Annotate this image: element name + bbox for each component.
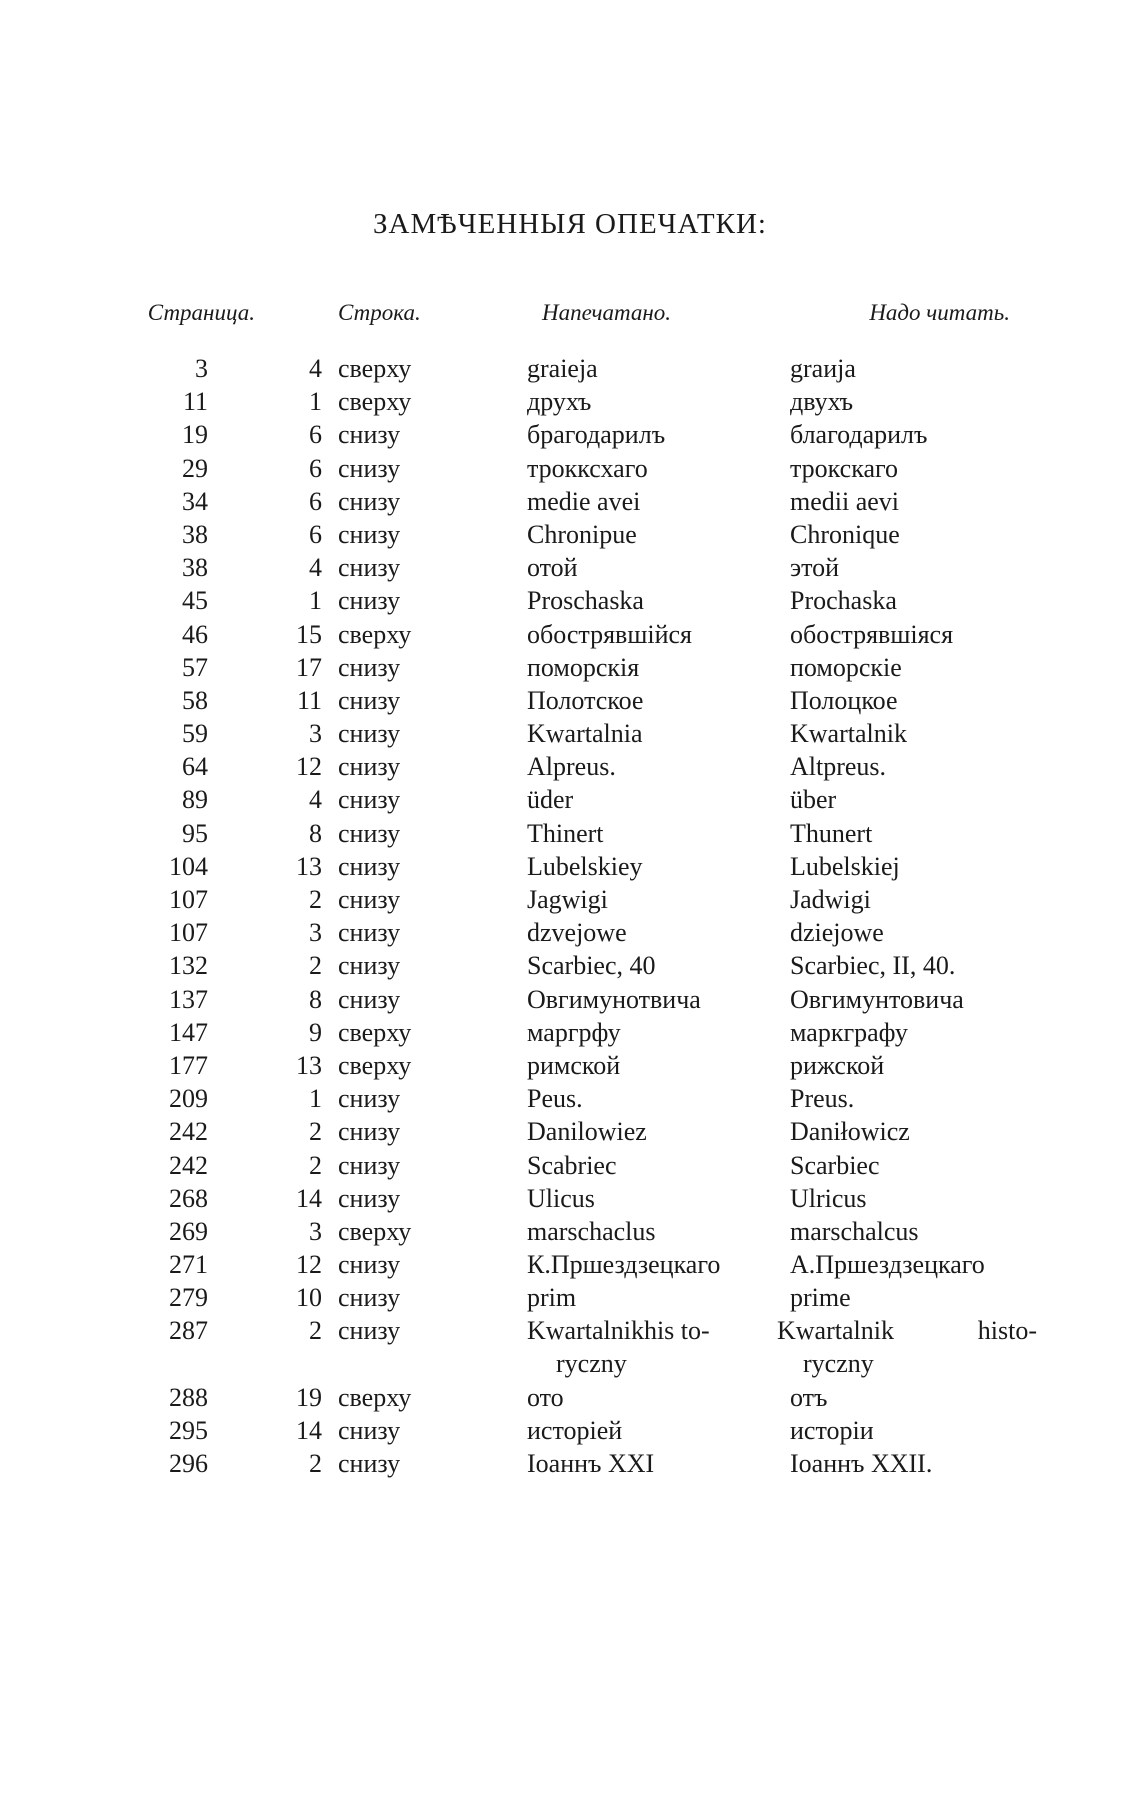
line-number: 3 xyxy=(309,1216,322,1246)
correct-word: histo- xyxy=(977,1316,1037,1346)
table-row xyxy=(0,1248,1140,1281)
table-row xyxy=(0,850,1140,883)
correct-text: Овгимунтовича xyxy=(790,984,964,1014)
printed-text: Kwartalnia xyxy=(527,719,643,749)
line-direction: снизу xyxy=(338,984,401,1014)
line-direction: снизу xyxy=(338,519,401,549)
line-number: 13 xyxy=(296,1050,322,1080)
line-number: 1 xyxy=(309,387,322,417)
page-number: 38 xyxy=(182,519,208,549)
table-row xyxy=(0,352,1140,385)
line-number: 1 xyxy=(309,1084,322,1114)
line-number: 13 xyxy=(296,851,322,881)
printed-text: Iоаннъ XXI xyxy=(527,1449,655,1479)
correct-text: dziejowe xyxy=(790,918,884,948)
page-number: 11 xyxy=(182,387,208,417)
page-number: 242 xyxy=(169,1150,208,1180)
printed-text: Scarbiec, 40 xyxy=(527,951,656,981)
page-number: 132 xyxy=(169,951,208,981)
line-direction: снизу xyxy=(338,1416,401,1446)
page-number: 38 xyxy=(182,553,208,583)
printed-text: Ulicus xyxy=(527,1183,595,1213)
printed-text: Jagwigi xyxy=(527,885,608,914)
table-row xyxy=(0,452,1140,485)
printed-text: трокксхаго xyxy=(527,453,648,483)
line-number: 6 xyxy=(309,453,322,483)
correct-text: благодарилъ xyxy=(790,420,928,450)
header-printed: Напечатано. xyxy=(542,300,672,325)
table-row xyxy=(0,1381,1140,1414)
printed-text: Овгимунотвича xyxy=(527,984,701,1014)
page-number: 3 xyxy=(195,354,208,383)
line-direction: снизу xyxy=(338,685,401,715)
printed-text: Proschaska xyxy=(527,586,644,616)
printed-text: Scabriec xyxy=(527,1150,617,1180)
correct-text: über xyxy=(790,785,837,815)
line-direction: снизу xyxy=(338,851,401,881)
printed-text: обострявшiйся xyxy=(527,619,692,649)
table-row xyxy=(0,949,1140,982)
line-number: 10 xyxy=(296,1283,322,1313)
correct-text: двухъ xyxy=(790,387,854,417)
correct-text-continued: ryczny xyxy=(803,1349,874,1379)
table-row xyxy=(0,584,1140,617)
page-number: 296 xyxy=(169,1449,208,1479)
table-row xyxy=(0,1115,1140,1148)
page-number: 19 xyxy=(182,420,208,450)
printed-text: Полотское xyxy=(527,685,644,715)
table-row xyxy=(0,750,1140,783)
correct-text: поморскiе xyxy=(790,652,902,682)
column-headers xyxy=(0,300,1140,334)
line-direction: сверху xyxy=(338,1050,412,1080)
correct-text: Полоцкое xyxy=(790,685,898,715)
line-number: 15 xyxy=(296,619,322,649)
correct-text: Scarbiec, II, 40. xyxy=(790,951,956,981)
correct-text: отъ xyxy=(790,1382,828,1412)
page-number: 107 xyxy=(169,885,208,914)
line-direction: снизу xyxy=(338,1084,401,1114)
printed-text: друхъ xyxy=(527,387,592,417)
line-direction: снизу xyxy=(338,586,401,616)
page-number: 46 xyxy=(182,619,208,649)
printed-text: prim xyxy=(527,1283,577,1313)
correct-text: marschalcus xyxy=(790,1216,919,1246)
correct-text: prime xyxy=(790,1283,851,1313)
header-correct: Надо читать. xyxy=(869,300,1010,325)
correct-text: исторiи xyxy=(790,1416,874,1446)
correct-word: Kwartalnik xyxy=(777,1316,894,1346)
table-row xyxy=(0,684,1140,717)
printed-text: Danilowiez xyxy=(527,1117,647,1147)
line-number: 11 xyxy=(296,685,322,715)
page-number: 64 xyxy=(182,752,208,782)
printed-text: Chronipue xyxy=(527,519,637,549)
printed-text: отой xyxy=(527,553,578,583)
page-number: 279 xyxy=(169,1283,208,1313)
line-direction: снизу xyxy=(338,486,401,516)
correct-text: рижской xyxy=(790,1050,885,1080)
line-direction: сверху xyxy=(338,1216,412,1246)
correct-text: Ulricus xyxy=(790,1183,867,1213)
printed-text: üder xyxy=(527,785,574,815)
line-direction: сверху xyxy=(338,1382,412,1412)
line-direction: снизу xyxy=(338,420,401,450)
line-direction: снизу xyxy=(338,1250,401,1280)
line-direction: снизу xyxy=(338,818,401,848)
page-number: 177 xyxy=(169,1050,208,1080)
page-number: 34 xyxy=(182,486,208,516)
line-direction: снизу xyxy=(338,453,401,483)
page-number: 107 xyxy=(169,918,208,948)
line-number: 3 xyxy=(309,918,322,948)
correct-text: Prochaska xyxy=(790,586,897,616)
table-row xyxy=(0,551,1140,584)
table-row xyxy=(0,518,1140,551)
correct-text: Altpreus. xyxy=(790,752,887,782)
table-row xyxy=(0,485,1140,518)
correct-text: Thunert xyxy=(790,818,873,848)
table-row xyxy=(0,618,1140,651)
correct-text: трокскаго xyxy=(790,453,898,483)
page-number: 137 xyxy=(169,984,208,1014)
table-row xyxy=(0,1414,1140,1447)
printed-text: Lubelskiey xyxy=(527,851,643,881)
line-number: 2 xyxy=(309,1316,322,1346)
correct-text: маркграфу xyxy=(790,1017,908,1047)
table-row xyxy=(0,1049,1140,1082)
line-direction: снизу xyxy=(338,1283,401,1313)
table-row xyxy=(0,1182,1140,1215)
page-number: 269 xyxy=(169,1216,208,1246)
page-number: 295 xyxy=(169,1416,208,1446)
correct-text: обострявшiяся xyxy=(790,619,954,649)
table-row xyxy=(0,651,1140,684)
page-number: 104 xyxy=(169,851,208,881)
printed-text: dzvejowe xyxy=(527,918,627,948)
line-number: 6 xyxy=(309,519,322,549)
table-row xyxy=(0,418,1140,451)
line-number: 2 xyxy=(309,1150,322,1180)
table-row xyxy=(0,1016,1140,1049)
line-number: 12 xyxy=(296,1250,322,1280)
correct-text: Kwartalnik xyxy=(790,719,907,749)
page-number: 287 xyxy=(169,1316,208,1346)
line-number: 2 xyxy=(309,1449,322,1479)
correct-text: graиja xyxy=(790,354,856,383)
line-direction: снизу xyxy=(338,918,401,948)
line-number: 14 xyxy=(296,1416,322,1446)
line-number: 8 xyxy=(309,984,322,1014)
errata-table xyxy=(0,352,1140,1480)
page-number: 58 xyxy=(182,685,208,715)
line-direction: снизу xyxy=(338,1316,401,1346)
printed-text: Peus. xyxy=(527,1084,583,1114)
correct-text: Daniłowicz xyxy=(790,1117,910,1147)
line-direction: снизу xyxy=(338,1150,401,1180)
correct-text: medii aevi xyxy=(790,486,900,516)
page-number: 57 xyxy=(182,652,208,682)
printed-text: Thinert xyxy=(527,818,604,848)
header-line: Строка. xyxy=(338,300,421,325)
line-number: 4 xyxy=(309,553,322,583)
line-direction: снизу xyxy=(338,752,401,782)
line-direction: сверху xyxy=(338,619,412,649)
table-row xyxy=(0,783,1140,816)
line-direction: снизу xyxy=(338,652,401,682)
printed-text: поморскiя xyxy=(527,652,640,682)
page-number: 89 xyxy=(182,785,208,815)
correct-text: Preus. xyxy=(790,1084,855,1114)
correct-text: Scarbiec xyxy=(790,1150,880,1180)
printed-text-continued: ryczny xyxy=(556,1349,627,1379)
line-number: 6 xyxy=(309,420,322,450)
line-number: 3 xyxy=(309,719,322,749)
line-direction: снизу xyxy=(338,553,401,583)
correct-text xyxy=(777,1314,1037,1347)
line-number: 9 xyxy=(309,1017,322,1047)
line-direction: снизу xyxy=(338,719,401,749)
line-direction: снизу xyxy=(338,785,401,815)
table-row xyxy=(0,983,1140,1016)
line-number: 6 xyxy=(309,486,322,516)
table-row xyxy=(0,1281,1140,1314)
page-title: ЗАМѢЧЕННЫЯ ОПЕЧАТКИ: xyxy=(373,208,767,240)
printed-text: ото xyxy=(527,1382,564,1412)
line-direction: снизу xyxy=(338,951,401,981)
header-page: Страница. xyxy=(147,300,255,325)
page-number: 59 xyxy=(182,719,208,749)
table-row xyxy=(0,1314,1140,1380)
line-number: 19 xyxy=(296,1382,322,1412)
line-direction: снизу xyxy=(338,1449,401,1479)
correct-text: Jadwigi xyxy=(790,885,871,914)
page-number: 29 xyxy=(182,453,208,483)
page-number: 95 xyxy=(182,818,208,848)
printed-text: римской xyxy=(527,1050,621,1080)
table-row xyxy=(0,916,1140,949)
line-number: 12 xyxy=(296,752,322,782)
line-number: 2 xyxy=(309,951,322,981)
table-row xyxy=(0,1082,1140,1115)
line-number: 17 xyxy=(296,652,322,682)
printed-text: Alpreus. xyxy=(527,752,616,782)
table-row xyxy=(0,1149,1140,1182)
line-number: 2 xyxy=(309,885,322,914)
line-direction: сверху xyxy=(338,387,412,417)
line-direction: сверху xyxy=(338,354,412,383)
page-number: 271 xyxy=(169,1250,208,1280)
correct-text: Lubelskiej xyxy=(790,851,900,881)
printed-text: graieja xyxy=(527,354,598,383)
table-row xyxy=(0,1447,1140,1480)
line-number: 8 xyxy=(309,818,322,848)
page-number: 147 xyxy=(169,1017,208,1047)
line-direction: сверху xyxy=(338,1017,412,1047)
printed-text: маргрфу xyxy=(527,1017,621,1047)
page-number: 242 xyxy=(169,1117,208,1147)
table-row xyxy=(0,817,1140,850)
printed-text: исторiей xyxy=(527,1416,623,1446)
printed-text: marschaclus xyxy=(527,1216,656,1246)
printed-text: К.Пршездзецкаго xyxy=(527,1250,721,1280)
printed-text: брагодарилъ xyxy=(527,420,666,450)
table-row xyxy=(0,883,1140,916)
table-row xyxy=(0,717,1140,750)
line-number: 14 xyxy=(296,1183,322,1213)
line-direction: снизу xyxy=(338,885,401,914)
correct-text: Iоаннъ XXII. xyxy=(790,1449,933,1479)
correct-text: Chronique xyxy=(790,519,900,549)
line-direction: снизу xyxy=(338,1117,401,1147)
table-row xyxy=(0,1215,1140,1248)
line-number: 4 xyxy=(309,785,322,815)
page-number: 268 xyxy=(169,1183,208,1213)
correct-text: А.Пршездзецкаго xyxy=(790,1250,985,1280)
line-number: 2 xyxy=(309,1117,322,1147)
line-number: 4 xyxy=(309,354,322,383)
line-number: 1 xyxy=(309,586,322,616)
page-number: 288 xyxy=(169,1382,208,1412)
page-number: 209 xyxy=(169,1084,208,1114)
correct-text: этой xyxy=(790,553,840,583)
page-number: 45 xyxy=(182,586,208,616)
table-row xyxy=(0,385,1140,418)
printed-text: medie avei xyxy=(527,486,641,516)
line-direction: снизу xyxy=(338,1183,401,1213)
printed-text: Kwartalnikhis to- xyxy=(527,1316,710,1346)
